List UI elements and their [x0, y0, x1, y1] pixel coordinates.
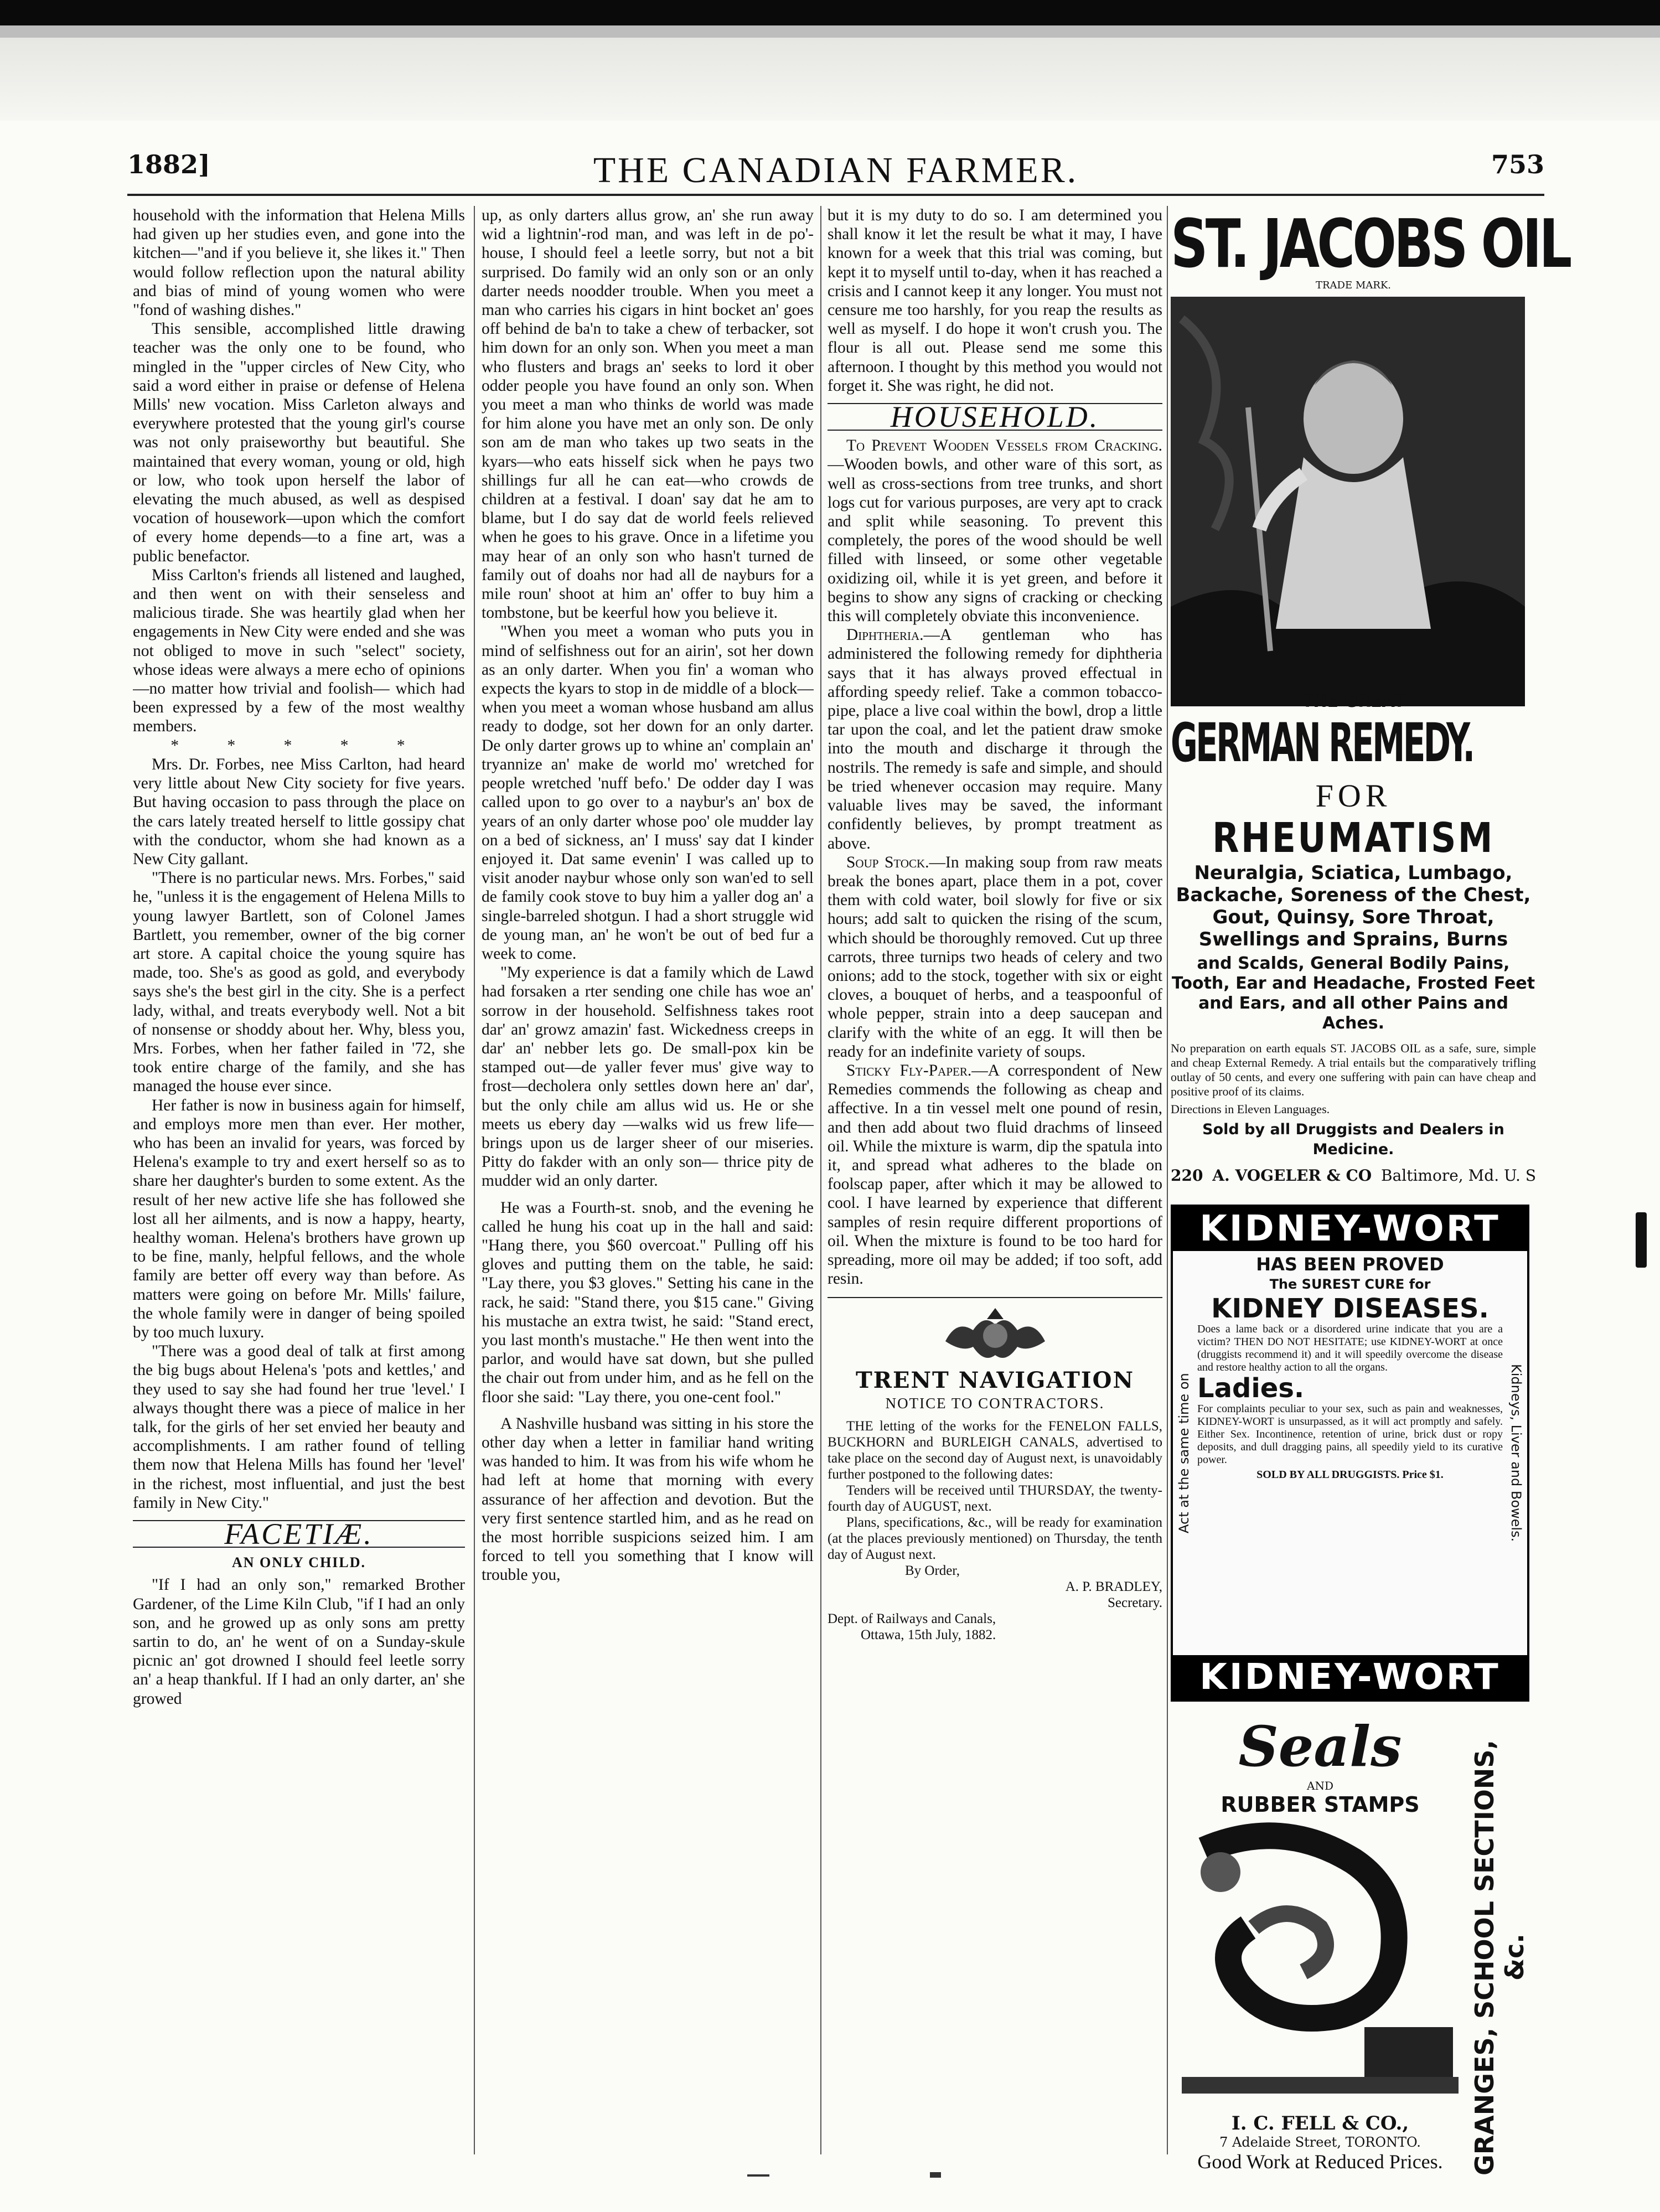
seals-stamps-ad — [1171, 1714, 1529, 2212]
household-item-text: —A correspondent of New Remedies commends the following as cheap and affective. In a tin vessel melt one pound of resin, and then add about two fluid drachms of linseed oil. While the mixture is warm, dip the spatula into it, and spread what adheres to the blade on foolscap paper, after which it may be allowed to cool. I have learned by experience that different samples of resin require different proportions of oil. When the mixture is found to be too hard for spreading, more oil may be added; if too soft, add resin. — [828, 1061, 1162, 1288]
household-item-text: —In making soup from raw meats break the bones apart, place them in a pot, cover them with cold water, boil slowly for five or six hours; add salt to quicken the rising of the scum, which should be thoroughly removed. Cut up three carrots, three turnips two heads of celery and two onions; add to the stock, together with six or eight cloves, a bouquet of herbs, and a teaspoonful of whole pepper, strain into a deep saucepan and clarify with the white of an egg. It will then be ready for an indefinite variety of soups. — [828, 853, 1162, 1061]
household-item — [828, 1061, 1162, 1288]
article-paragraph: "There was a good deal of talk at first among the big bugs about Helena's 'pots and kettles,' and they used to say she had found her true 'level.' I always thought there was a piece of malice in her talk, for the girls of her set envied her beauty and accomplishments. I am rather found of telling them now that Helena Mills has found her 'level' in the richest, most influential, and just the best family in New City." — [133, 1342, 465, 1512]
section-break-stars: * * * * * — [170, 736, 427, 754]
trent-notice-subtitle: NOTICE TO CONTRACTORS. — [885, 1394, 1105, 1412]
seals-main — [1171, 1714, 1470, 2173]
article-paragraph: Mrs. Dr. Forbes, nee Miss Carlton, had heard very little about New City society for five years. But having occasion to pass through the place on the cars lately treated herself to little gossipy chat with the conductor, whom she had known as a New City gallant. — [133, 755, 465, 868]
old-man-illustration-icon — [1171, 297, 1525, 706]
ad-for: FOR — [1315, 778, 1392, 814]
kidney-heading: HAS BEEN PROVED — [1256, 1254, 1444, 1275]
household-item-heading: Diphtheria. — [846, 626, 924, 644]
fell-company — [1171, 2112, 1470, 2173]
household-item-heading: Sticky Fly-Paper. — [846, 1061, 972, 1079]
scan-edge-mark — [1636, 1212, 1647, 1268]
ad-title: ST. JACOBS OIL — [1171, 206, 1570, 283]
household-item — [828, 436, 1162, 626]
ad-code: 220 — [1171, 1166, 1203, 1185]
kidney-wort-band: KIDNEY-WORT — [1173, 1207, 1527, 1251]
scan-page-fold — [0, 38, 1660, 121]
seals-and: AND — [1307, 1779, 1333, 1792]
fell-address: 7 Adelaide Street, TORONTO. — [1219, 2135, 1421, 2150]
ad-description: No preparation on earth equals ST. JACOBS OIL as a safe, sure, simple and cheap External Remedy. A trial entails but the comparatively trifling outlay of 50 cents, and every one suffering with pain can have cheap and positive proof of its claims. — [1171, 1041, 1536, 1098]
column-divider — [820, 206, 821, 2154]
household-item-text: —A gentleman who has administered the following remedy for diphtheria says that it has always proved effectual in affording speedy relief. Take a common tobacco-pipe, place a live coal within the bowl, drop a little tar upon the coal, and let the patient draw smoke into the mouth and discharge it through the nostrils. The remedy is safe and simple, and should be tried whenever occasion may require. Many valuable lives may be saved, the informant confidently believes, by prompt treatment as above. — [828, 626, 1162, 852]
article-paragraph: Her father is now in business again for himself, and employs more men than ever. Her mother, who has been an invalid for years, was forced by Helena's example to try and exert herself so as to share her daughter's burden to some extent. As the result of her new active life she has followed she lost all her ailments, and is now a happy, hearty, healthy woman. Helena's brothers have grown up to be fine, manly, helpful fellows, and the whole family are better off every way than before. As matters were going on before Mr. Mills' failure, the whole family were in danger of being spoiled by too much luxury. — [133, 1096, 465, 1341]
kidney-wort-band: KIDNEY-WORT — [1173, 1655, 1527, 1699]
st-jacobs-oil-ad — [1171, 206, 1570, 1185]
trent-navigation-title: TRENT NAVIGATION — [855, 1367, 1135, 1394]
kidney-body — [1197, 1254, 1503, 1652]
seal-press-illustration-icon — [1171, 1817, 1470, 2105]
article-paragraph: but it is my duty to do so. I am determined you shall know it let the result be what it may, I have known for a week that this trial was coming, but kept it to myself until to-day, when it has reached a crisis and I cannot keep it any longer. You must not censure me too harshly, for you reap the results as well as myself. I do hope it won't crush you. The flour is all out. Please send me some this afternoon. I thought by this method you would not forget it. She was right, he did not. — [828, 206, 1162, 395]
header-date: 1882] — [127, 149, 210, 179]
kidney-text: For complaints peculiar to your sex, such as pain and weaknesses, KIDNEY-WORT is unsurpassed, as it will act promptly and safely. Either Sex. Incontinence, retention of urine, brick dust or ropy deposits, and dull dragging pains, all speedily yield to its curative power. — [1197, 1403, 1503, 1466]
ad-rheumatism: RHEUMATISM — [1212, 814, 1494, 862]
ad-ailments-list: and Scalds, General Bodily Pains, Tooth, Ear and Headache, Frosted Feet and Ears, and all other Pains and Aches. — [1171, 954, 1535, 1033]
article-paragraph: A Nashville husband was sitting in his store the other day when a letter in familiar hand writing was handed to him. It was from his wife whom he had left at home that morning with every assurance of her affection and devotion. But the very first sentence startled him, and as he read on the most horrible suspicions seized him. I am forced to tell you something that I know will trouble you, — [482, 1414, 814, 1584]
household-item — [828, 853, 1162, 1061]
kidney-heading: KIDNEY DISEASES. — [1211, 1293, 1489, 1324]
trent-date: Ottawa, 15th July, 1882. — [861, 1627, 996, 1642]
household-item-text: —Wooden bowls, and other ware of this sort, as well as cross-sections from tree trunks, and short logs cut for various purposes, are very apt to crack and split while seasoning. To prevent this completely, the pores of the wood should be well filled with linseed, or some other vegetable oxidizing oil, while it is yet green, and before it begins to show any signs of cracking or checking this will completely obviate this inconvenience. — [828, 456, 1162, 626]
column-3 — [828, 206, 1162, 2149]
article-paragraph: "When you meet a woman who puts you in mind of selfishness out for an airin', sot her down as an only darter. When you fin' a woman who expects the kyars to stop in de middle of a block—when you meet a woman whose husband am allus ready to dodge, sot her down for an only darter. De only darter grows up to whine an' complain an' tryannize an' make de world mo' wretched for people wretched 'nuff befo.' De odder day I was called upon to go over to a naybur's an' box de years of an only darter whose poo' ole mudder lay on a bed of sickness, an' I muss' say dat I kinder enjoyed it. Dat same evenin' I was called up to visit anoder naybur whose only son wan'ed to sell de family cook stove to buy him a yaller dog an' a single-barreled shotgun. I had a short struggle wid de young man, an' he won't be out of bed fur a week to come. — [482, 623, 814, 963]
kidney-side-text: Act at the same time on — [1176, 1373, 1192, 1533]
scan-bottom-marks — [747, 2170, 969, 2181]
column-divider — [474, 206, 475, 2154]
fell-company-name: I. C. FELL & CO., — [1231, 2112, 1409, 2135]
ad-company-line — [1171, 1166, 1536, 1185]
trent-signature-role: Secretary. — [1107, 1595, 1162, 1610]
ad-sold-by: Sold by all Druggists and Dealers in Medicine. — [1202, 1121, 1504, 1158]
kidney-text: Does a lame back or a disordered urine indicate that you are a victim? THEN DO NOT HESITATE; use KIDNEY-WORT at once (druggists recommend it) and it will speedily overcome the disease and restore healthy action to all the organs. — [1197, 1323, 1503, 1373]
article-paragraph: household with the information that Helena Mills had given up her studies even, and gone into the kitchen—"and if you believe it, she likes it." Then would follow reflection upon the natural ability and bias of mind of young women who were "fond of washing dishes." — [133, 206, 465, 319]
article-heading: AN ONLY CHILD. — [231, 1554, 366, 1571]
kidney-sold: SOLD BY ALL DRUGGISTS. Price $1. — [1256, 1469, 1444, 1481]
section-heading-facetiae: FACETIÆ. — [133, 1520, 465, 1548]
seals-rubber-stamps: RUBBER STAMPS — [1221, 1792, 1420, 1817]
masthead-title: THE CANADIAN FARMER. — [593, 150, 1079, 190]
scan-black-edge — [0, 0, 1660, 25]
section-heading-household: HOUSEHOLD. — [828, 403, 1162, 431]
kidney-side-text: Kidneys, Liver and Bowels. — [1508, 1364, 1524, 1542]
trent-paragraph: Plans, specifications, &c., will be ready for examination (at the places previously mentioned) on Thursday, the tenth day of August next. — [828, 1515, 1162, 1562]
household-item-heading: Soup Stock. — [846, 853, 929, 871]
royal-arms-emblem-icon — [934, 1303, 1056, 1369]
ad-ailments-list: Neuralgia, Sciatica, Lumbago, Backache, Soreness of the Chest, Gout, Quinsy, Sore Throat, Swellings and Sprains, Burns — [1176, 862, 1531, 950]
scan-top-band — [0, 0, 1660, 111]
ad-company: A. VOGELER & CO — [1212, 1166, 1372, 1185]
ad-directions: Directions in Eleven Languages. — [1171, 1102, 1330, 1116]
article-paragraph: This sensible, accomplished little drawing teacher was the only one to be found, who mingled in the "upper circles of New City, who said a word either in praise or defense of Helena Mills' new vocation. Miss Carleton always and everywhere protested that the young girl's course was not only praiseworthy but beautiful. She maintained that every woman, young or old, high or low, who took upon herself the labor of elevating the much abused, as well as despised vocation of housework—upon which the comfort of every home depends—to a fine art, was a public benefactor. — [133, 320, 465, 565]
article-paragraph: "My experience is dat a family which de Lawd had forsaken a rter sending one chile has woe an' sorrow in der household. Selfishness takes root dar' an' growz amazin' fast. Wickedness creeps in dar' an' nebber lets go. De small-pox kin be stamped out—de yaller fever mus' give way to frost—decholera only settles down here an' dar', but the only chile am allus wid us. He or she meets us ebery day —walks wid us frew life—brings upon us de larger sheer of our miseries. Pitty do fakder with an only son— thrice pity de mudder wid an only darter. — [482, 964, 814, 1190]
ad-trademark: TRADE MARK. — [1315, 280, 1391, 291]
trent-dept: Dept. of Railways and Canals, — [828, 1611, 996, 1626]
kidney-wort-ad — [1171, 1205, 1529, 1702]
trent-signature-name: A. P. BRADLEY, — [1065, 1579, 1162, 1594]
seals-side-text: GRANGES, SCHOOL SECTIONS, &c. — [1470, 1739, 1529, 2175]
column-2 — [482, 206, 814, 2149]
column-divider — [1167, 206, 1168, 2154]
household-item-heading: To Prevent Wooden Vessels from Cracking. — [846, 437, 1162, 455]
page-number: 753 — [1491, 149, 1544, 179]
column-1 — [133, 206, 465, 2149]
article-paragraph: "If I had an only son," remarked Brother Gardener, of the Lime Kiln Club, "if I had an only son, and he growed up as only sons am pretty sartin to do, an' he went of on a Sunday-skule picnic an' got drowned I should feel leetle sorry an' a heap thankful. If I had an only darter, an' she growed — [133, 1576, 465, 1708]
ad-german-remedy: GERMAN REMEDY. — [1171, 712, 1473, 774]
kidney-ladies: Ladies. — [1197, 1373, 1305, 1404]
trent-paragraph: THE letting of the works for the FENELON FALLS, BUCKHORN and BURLEIGH CANALS, advertised to take place on the second day of August next, is unavoidably further postponed to the following dates: — [828, 1418, 1162, 1482]
seals-title: Seals — [1238, 1714, 1402, 1779]
ad-city: Baltimore, Md. U. S — [1381, 1166, 1536, 1185]
advertisement-column — [1171, 206, 1570, 2175]
article-paragraph: Miss Carlton's friends all listened and laughed, and then went on with their senseless and malicious tirade. She was heartily glad when her engagements in New City were ended and she was not obliged to move in such "select" society, whose ideas were always a mere echo of opinions —no matter how trivial and foolish— which had been expressed by a few of the most wealthy members. — [133, 566, 465, 736]
trent-paragraph: Tenders will be received until THURSDAY, the twenty-fourth day of AUGUST, next. — [828, 1482, 1162, 1514]
trent-order: By Order, — [905, 1563, 960, 1578]
household-item — [828, 626, 1162, 852]
kidney-heading: The SUREST CURE for — [1269, 1276, 1431, 1292]
fell-slogan: Good Work at Reduced Prices. — [1197, 2151, 1443, 2173]
scan-grey-edge — [0, 25, 1660, 38]
ad-the-great: THE GREAT — [1301, 692, 1405, 711]
article-paragraph: "There is no particular news. Mrs. Forbes," said he, "unless it is the engagement of Helena Mills to young lawyer Bartlett, son of Colonel James Bartlett, you remember, owner of the big corner art store. A capital choice the young squire has made, too. She's as good as gold, and everybody says she's the best girl in the city. She is a perfect lady, withal, and treats everybody well. Not a bit of nonsense or shoddy about her. Why, bless you, Mrs. Forbes, when her father failed in '72, she took entire charge of the family, and she has managed the house ever since. — [133, 869, 465, 1095]
article-paragraph: up, as only darters allus grow, an' she run away wid a lightnin'-rod man, and was left in de po'-house, I should feel a leetle sorry, but not a bit surprised. Do family wid an only son or an only darter needs noodder trouble. When you meet a man who carries his cigars in hint bocket an' goes off behind de ba'n to take a chew of terbacker, sot him down for an only son. When you meet a man who flusters and brags an' seeks to lord it ober odder people you have found an only son. When you meet a man who thinks de world was made for him alone you have met an only son. De only son am de man who takes up two seats in the kyars—who eats hisself sick when he pays two shillings fur all he can eat—who crowds de children at a festival. I doan' say dat he am to blame, but I do say dat de world feels relieved when he goes to his grave. Once in a lifetime you may hear of an only son who hasn't turned de family out of doahs nor had all de nayburs for a mile roun' shoot at him an' offer to buy him a tombstone, but be keerful how you believe it. — [482, 206, 814, 622]
article-paragraph: He was a Fourth-st. snob, and the evening he called he hung his coat up in the hall and said: "Hang there, you $60 overcoat." Pulling off his gloves and putting them on the table, he said: "Lay there, you $3 gloves." Setting his cane in the rack, he said: "Stand there, you $15 cane." Giving his mustache an extra twist, he said: "Stand erect, you last month's mustache." He then went into the parlor, and would have sat down, but she pulled the chair out from under him, and as he fell on the floor she said: "Lay there, you one-cent fool." — [482, 1198, 814, 1406]
page-header — [127, 149, 1544, 188]
header-rule — [127, 194, 1544, 196]
